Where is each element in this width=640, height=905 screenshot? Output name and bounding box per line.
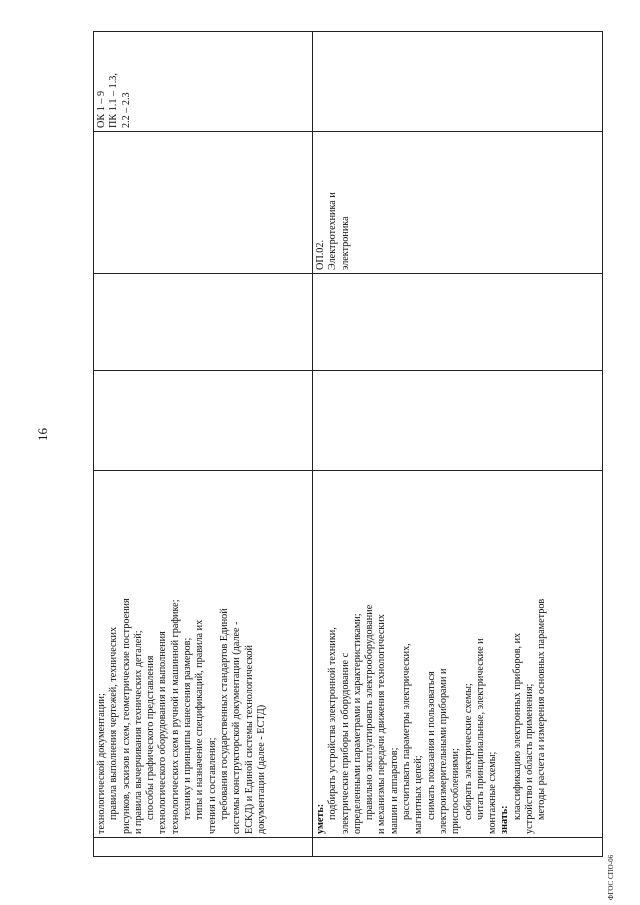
requirement-line: электроизмерительными приборами и: [437, 668, 449, 834]
requirement-line: электрические приборы и оборудование с: [339, 652, 351, 834]
footer-code: ФГОС СПО-06: [607, 854, 615, 900]
requirements-cell: [94, 471, 312, 838]
requirement-line: и механизмы передачи движения технологических: [376, 614, 388, 834]
requirement-line: технологического оборудования и выполнения: [157, 631, 169, 834]
table-row: [312, 32, 602, 856]
empty-cell: [313, 274, 602, 371]
requirement-line: технологической документации;: [96, 693, 107, 834]
requirement-line: технологических схем в ручной и машинной графике;: [169, 599, 181, 834]
requirement-line: документации (далее - ЕСТД): [255, 704, 267, 834]
requirement-line: чтения и составления;: [206, 737, 218, 834]
requirement-line: магнитных цепей;: [413, 755, 425, 834]
requirement-line: технику и принципы нанесения размеров;: [182, 637, 194, 820]
requirement-line: приспособлениями;: [450, 748, 462, 834]
requirement-line: монтажные схемы;: [487, 751, 499, 834]
table-row: [94, 32, 312, 856]
requirement-line: правила выполнения чертежей, технических: [108, 626, 120, 820]
requirement-line: типы и назначение спецификаций, правила их: [194, 619, 206, 820]
requirement-line: системы конструкторской документации (далее -: [231, 621, 243, 834]
discipline-cell: ОП.02. Электротехника и электроника: [313, 132, 602, 274]
requirement-line: устройство и область применения;: [524, 683, 536, 834]
empty-cell: [94, 274, 312, 371]
requirement-line: требования государственных стандартов Единой: [218, 608, 230, 820]
requirement-line: и правила вычерчивания технических деталей;: [132, 630, 144, 834]
requirement-line: знать:: [499, 805, 511, 834]
index-cell: [313, 838, 602, 856]
page-number: 16: [35, 428, 50, 441]
requirement-line: рассчитывать параметры электрических,: [401, 643, 413, 820]
requirement-line: способы графического представления: [145, 655, 157, 820]
requirement-line: определенными параметрами и характеристиками;: [351, 613, 363, 834]
requirement-line: ЕСКД) и Единой системы технологической: [243, 645, 255, 834]
requirement-line: методы расчета и измерения основных параметров: [536, 598, 548, 820]
requirement-line: правильно эксплуатировать электрооборудование: [364, 604, 376, 820]
requirement-line: снимать показания и пользоваться: [425, 671, 437, 820]
requirement-line: подбирать устройства электронной техники,: [327, 627, 339, 820]
requirement-line: собирать электрические схемы;: [462, 683, 474, 820]
requirement-line: читать принципиальные, электрические и: [474, 638, 486, 820]
empty-cell: [313, 371, 602, 471]
discipline-cell: [94, 132, 312, 274]
index-cell: [94, 838, 312, 856]
requirement-line: классификацию электронных приборов, их: [511, 632, 523, 820]
requirement-line: уметь:: [315, 803, 326, 834]
requirements-cell: [313, 471, 602, 838]
empty-cell: [94, 371, 312, 471]
competencies-cell: ОК 1 – 9 ПК 1.1 – 1.3, 2.2 – 2.3: [94, 32, 312, 132]
requirement-line: машин и аппаратов;: [388, 747, 400, 834]
requirement-line: рисунков, эскизов и схем, геометрические построения: [120, 598, 132, 834]
competencies-cell: [313, 32, 602, 132]
curriculum-table: [93, 31, 603, 857]
